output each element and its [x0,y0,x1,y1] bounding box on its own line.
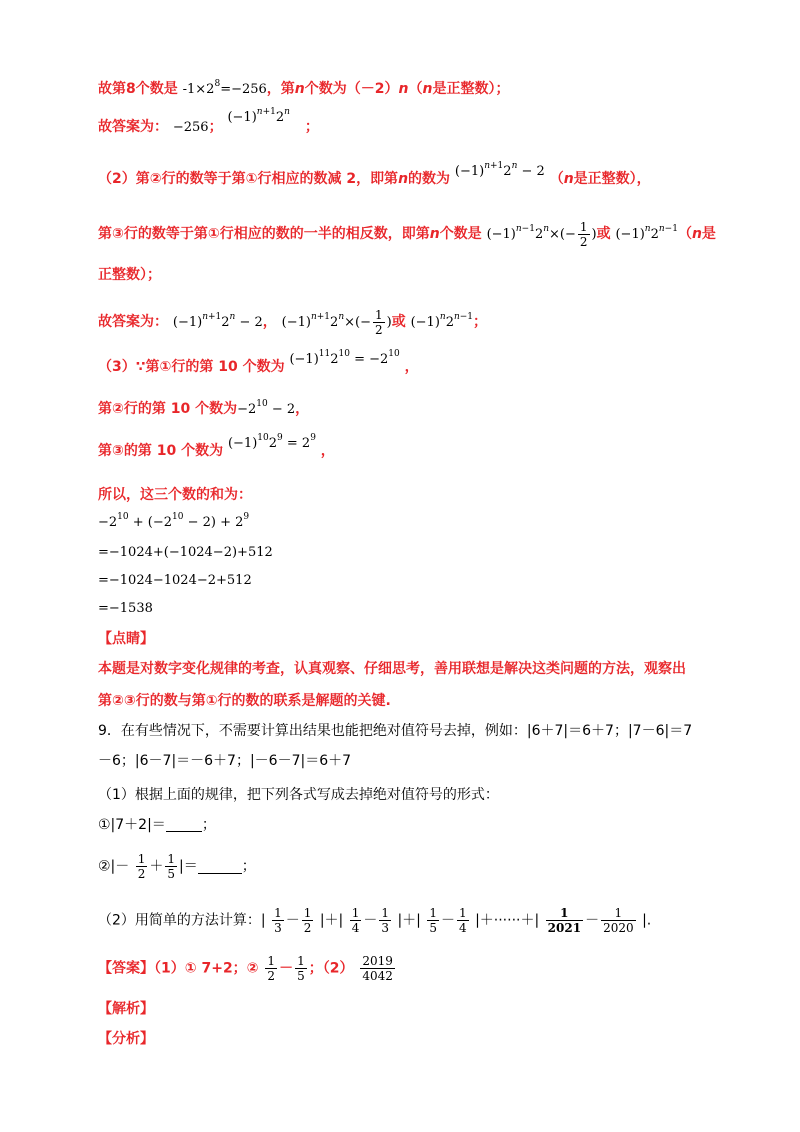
breakdown-heading: 【分析】 [98,1031,154,1047]
solution-line-7: （3）∵第①行的第 10 个数为 $(-1)^{11}2^{10} = -2^{10}$ ， [98,349,419,375]
answer-blank[interactable] [166,817,202,832]
solution-line-9: 第③的第 10 个数为 $(-1)^{10}2^9 = 2^9$ ， [98,433,335,459]
math-expression: $(-1)^{n+1}2^n - 2$ [454,161,545,179]
solution-line-8: 第②行的第 10 个数为$-2^{10} - 2$， [98,399,310,417]
answer-blank[interactable] [198,859,242,874]
math-expression: $(-1)^n2^{n-1}$ [615,224,678,242]
calc-line-1: $-2^{10} + (-2^{10} - 2) + 2^9$ [98,512,250,530]
math-expression: $(-1)^{n+1}2^n$ [227,107,290,125]
question-9-line-1: 9．在有些情况下，不需要计算出结果也能把绝对值符号去掉，例如：|6＋7|＝6＋7；|7－6|＝7 [98,723,693,739]
question-9-item-2: ②|－ $\frac{1}{2}$ ＋ $\frac{1}{5}$ |＝ ； [98,852,256,881]
question-9-part-1: （1）根据上面的规律，把下列各式写成去掉绝对值符号的形式： [98,787,499,803]
solution-line-2: 故答案为： −256； $(-1)^{n+1}2^n$ ； [98,107,319,135]
math-expression: $(-1)^{11}2^{10} = -2^{10}$ [289,349,400,367]
answer-line: 【答案】（1）① 7+2；② $\frac{1}{2}$ － $\frac{1}{5}$ ；（2） $\frac{2019}{4042}$ [98,954,393,983]
math-expression: $(-1)^{10}2^9 = 2^9$ [227,433,316,451]
calc-line-2: =−1024+(−1024−2)+512 [98,545,273,560]
question-9-item-1: ①|7＋2|＝ ； [98,817,216,833]
key-point-heading: 【点睛】 [98,631,154,647]
question-9-line-2: －6；|6－7|＝－6＋7；|－6－7|＝6＋7 [98,753,352,769]
solution-line-4: 第③行的数等于第①行相应的数的一半的相反数，即第n个数是 $(-1)^{n-1}2^n\times(-$ $\frac{1}{2}$ )或 $(-1)^n2^{n-1}(n$是 [98,220,716,249]
math-expression: $(-1)^{n+1}2^n - 2$ [172,312,263,330]
key-point-line-1: 本题是对数字变化规律的考查，认真观察、仔细思考，善用联想是解决这类问题的方法，观察出 [98,661,686,677]
math-expression: $(-1)^n2^{n-1}$ [410,312,474,330]
solution-line-10: 所以，这三个数的和为： [98,487,252,503]
calc-line-4: =−1538 [98,601,153,616]
question-9-part-2: （2）用简单的方法计算：| $\frac{1}{3}$ － $\frac{1}{2}$ |＋| $\frac{1}{4}$ － $\frac{1}{3}$ |＋| $\frac{1}{5}$ － $\frac{1}{4}$ |＋······＋| $\frac{1}{2021}$ － $\frac{1}{2020}$ |. [98,906,652,935]
key-point-line-2: 第②③行的数与第①行的数的联系是解题的关键. [98,693,391,709]
math-expression: $-1\times 2^8=-256$ [182,79,267,97]
analysis-heading: 【解析】 [98,1001,154,1017]
math-expression: $(-1)^{n-1}2^n\times(-$ $\frac{1}{2}$ ) [486,220,597,249]
solution-line-1: 故第8个数是 $-1\times 2^8=-256$，第n个数为（－2）n（n是正整数）； [98,79,510,97]
solution-line-5: 正整数）； [98,267,161,283]
math-expression: $(-1)^{n+1}2^n\times(-$ $\frac{1}{2}$ ) [281,308,392,337]
solution-line-3: （2）第②行的数等于第①行相应的数减 2，即第n的数为 $(-1)^{n+1}2^n - 2$ （n是正整数）， [98,161,651,187]
math-expression: $-2^{10} - 2$ [237,399,296,417]
solution-line-6: 故答案为： $(-1)^{n+1}2^n - 2$， $(-1)^{n+1}2^n\times(-$ $\frac{1}{2}$ )或 $(-1)^n2^{n-1}$； [98,308,488,337]
calc-line-3: =−1024−1024−2+512 [98,573,252,588]
